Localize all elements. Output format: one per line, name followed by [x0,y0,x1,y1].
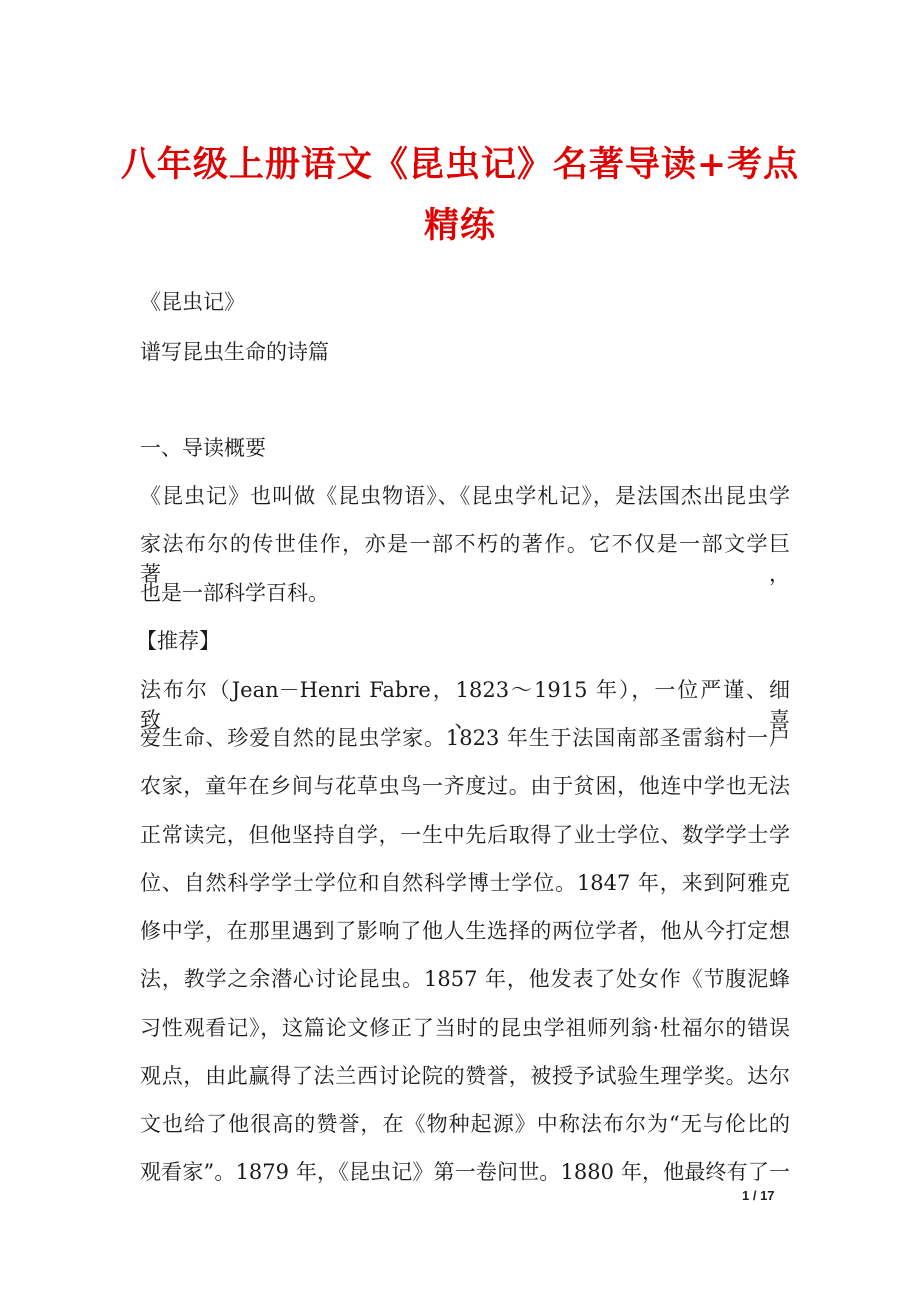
book-subtitle: 谱写昆虫生命的诗篇 [140,340,329,364]
body-line: 爱生命、珍爱自然的昆虫学家。1823 年生于法国南部圣雷翁村一户 [140,726,790,750]
overview-line: 也是一部科学百科。 [140,581,329,605]
body-line: 法布尔（Jean－Henri Fabre，1823～1915 年），一位严谨、细致、喜 [140,678,790,732]
section-heading: 一、导读概要 [140,436,266,460]
document-title-line-1: 八年级上册语文《昆虫记》名著导读+考点 [120,144,800,185]
body-line: 习性观看记》，这篇论文修正了当时的昆虫学祖师列翁·杜福尔的错误 [140,1016,790,1040]
body-line: 农家，童年在乡间与花草虫鸟一齐度过。由于贫困，他连中学也无法 [140,774,790,798]
page-current: 1 [742,1188,750,1203]
recommend-heading: 【推荐】 [136,629,220,653]
page-number [742,1188,775,1203]
body-line: 文也给了他很高的赞誉，在《物种起源》中称法布尔为“无与伦比的 [140,1112,790,1136]
page-total: 17 [760,1188,775,1203]
body-line: 观点，由此赢得了法兰西讨论院的赞誉，被授予试验生理学奖。达尔 [140,1064,790,1088]
body-line: 修中学，在那里遇到了影响了他人生选择的两位学者，他从今打定想 [140,919,790,943]
overview-line: 家法布尔的传世佳作，亦是一部不朽的著作。它不仅是一部文学巨著， [140,532,790,586]
body-line: 观看家”。1879 年，《昆虫记》第一卷问世。1880 年，他最终有了一 [140,1160,790,1184]
body-line: 正常读完，但他坚持自学，一生中先后取得了业士学位、数学学士学 [140,823,790,847]
page-separator: / [749,1188,761,1203]
body-line: 法，教学之余潜心讨论昆虫。1857 年，他发表了处女作《节腹泥蜂 [140,967,790,991]
document-title-line-2: 精练 [423,205,496,246]
body-line: 位、自然科学学士学位和自然科学博士学位。1847 年，来到阿雅克 [140,871,790,895]
overview-line: 《昆虫记》也叫做《昆虫物语》、《昆虫学札记》，是法国杰出昆虫学 [140,484,790,508]
book-name: 《昆虫记》 [140,290,245,314]
